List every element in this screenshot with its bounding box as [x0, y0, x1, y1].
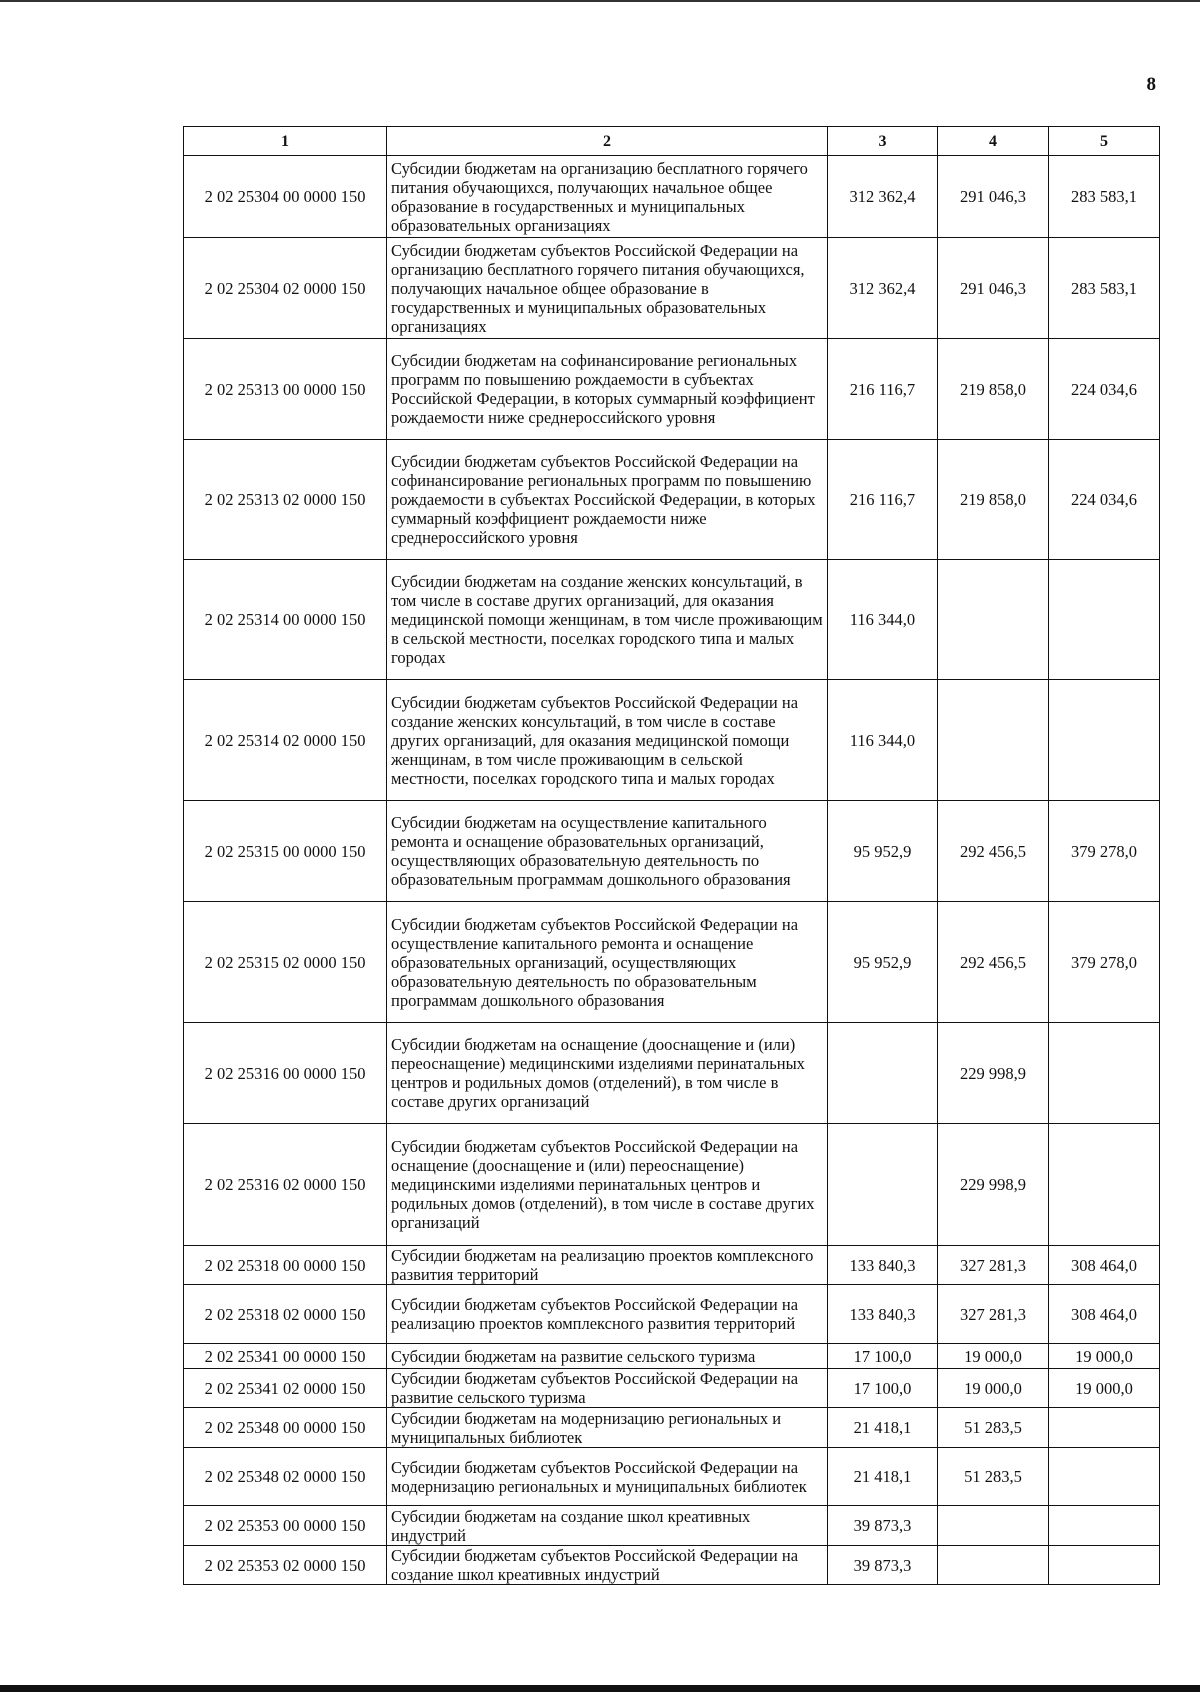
year-3-amount-cell: 19 000,0	[1049, 1369, 1160, 1408]
description-cell: Субсидии бюджетам на софинансирование региональных программ по повышению рождаемости в субъектах Российской Федерации, в которых суммарный коэффициент рождаемости ниже среднероссийского уровня	[387, 339, 828, 440]
budget-code-cell: 2 02 25314 00 0000 150	[184, 560, 387, 680]
budget-code-cell: 2 02 25341 00 0000 150	[184, 1344, 387, 1369]
year-2-amount-cell: 291 046,3	[938, 156, 1049, 238]
description-cell: Субсидии бюджетам на реализацию проектов комплексного развития территорий	[387, 1246, 828, 1285]
year-1-amount-cell: 17 100,0	[828, 1369, 938, 1408]
year-3-amount-cell: 224 034,6	[1049, 440, 1160, 560]
year-2-amount-cell	[938, 680, 1049, 801]
year-1-amount-cell	[828, 1023, 938, 1124]
table-row	[184, 1448, 1160, 1506]
year-3-amount-cell	[1049, 1506, 1160, 1546]
table-row	[184, 560, 1160, 680]
description-cell: Субсидии бюджетам на организацию бесплатного горячего питания обучающихся, получающих начальное общее образование в государственных и муниципальных образовательных организациях	[387, 156, 828, 238]
year-2-amount-cell	[938, 560, 1049, 680]
budget-code-cell: 2 02 25318 02 0000 150	[184, 1285, 387, 1344]
table-row	[184, 1285, 1160, 1344]
description-cell: Субсидии бюджетам субъектов Российской Федерации на организацию бесплатного горячего питания обучающихся, получающих начальное общее образование в государственных и муниципальных образовательных организациях	[387, 238, 828, 339]
year-2-amount-cell: 229 998,9	[938, 1124, 1049, 1246]
year-1-amount-cell: 116 344,0	[828, 560, 938, 680]
table-row	[184, 1246, 1160, 1285]
description-cell: Субсидии бюджетам субъектов Российской Федерации на модернизацию региональных и муниципальных библиотек	[387, 1448, 828, 1506]
budget-code-cell: 2 02 25348 00 0000 150	[184, 1408, 387, 1448]
budget-code-cell: 2 02 25341 02 0000 150	[184, 1369, 387, 1408]
year-1-amount-cell: 116 344,0	[828, 680, 938, 801]
column-header-3: 3	[828, 127, 938, 156]
budget-code-cell: 2 02 25316 02 0000 150	[184, 1124, 387, 1246]
column-header-1: 1	[184, 127, 387, 156]
budget-code-cell: 2 02 25313 00 0000 150	[184, 339, 387, 440]
year-2-amount-cell: 292 456,5	[938, 801, 1049, 902]
budget-code-cell: 2 02 25348 02 0000 150	[184, 1448, 387, 1506]
year-1-amount-cell: 39 873,3	[828, 1506, 938, 1546]
table-row	[184, 801, 1160, 902]
year-3-amount-cell: 283 583,1	[1049, 156, 1160, 238]
year-3-amount-cell: 379 278,0	[1049, 902, 1160, 1023]
description-cell: Субсидии бюджетам субъектов Российской Федерации на развитие сельского туризма	[387, 1369, 828, 1408]
budget-code-cell: 2 02 25353 02 0000 150	[184, 1546, 387, 1585]
year-2-amount-cell: 51 283,5	[938, 1448, 1049, 1506]
budget-code-cell: 2 02 25316 00 0000 150	[184, 1023, 387, 1124]
budget-code-cell: 2 02 25304 00 0000 150	[184, 156, 387, 238]
description-cell: Субсидии бюджетам на модернизацию региональных и муниципальных библиотек	[387, 1408, 828, 1448]
description-cell: Субсидии бюджетам на осуществление капитального ремонта и оснащение образовательных организаций, осуществляющих образовательную деятельность по образовательным программам дошкольного образования	[387, 801, 828, 902]
year-1-amount-cell: 95 952,9	[828, 801, 938, 902]
description-cell: Субсидии бюджетам на оснащение (дооснащение и (или) переоснащение) медицинскими изделиями перинатальных центров и родильных домов (отделений), в том числе в составе других организаций	[387, 1023, 828, 1124]
year-1-amount-cell: 216 116,7	[828, 440, 938, 560]
year-1-amount-cell: 21 418,1	[828, 1448, 938, 1506]
budget-table	[183, 126, 1160, 1585]
table-row	[184, 1023, 1160, 1124]
table-row	[184, 440, 1160, 560]
year-1-amount-cell: 17 100,0	[828, 1344, 938, 1369]
description-cell: Субсидии бюджетам субъектов Российской Федерации на софинансирование региональных программ по повышению рождаемости в субъектах Российской Федерации, в которых суммарный коэффициент рождаемости ниже среднероссийского уровня	[387, 440, 828, 560]
table-row	[184, 1408, 1160, 1448]
year-2-amount-cell: 229 998,9	[938, 1023, 1049, 1124]
year-3-amount-cell	[1049, 1546, 1160, 1585]
budget-code-cell: 2 02 25318 00 0000 150	[184, 1246, 387, 1285]
table-header-row	[184, 127, 1160, 156]
year-1-amount-cell: 133 840,3	[828, 1285, 938, 1344]
year-2-amount-cell	[938, 1506, 1049, 1546]
year-1-amount-cell: 312 362,4	[828, 238, 938, 339]
budget-code-cell: 2 02 25313 02 0000 150	[184, 440, 387, 560]
description-cell: Субсидии бюджетам субъектов Российской Федерации на осуществление капитального ремонта и оснащение образовательных организаций, осуществляющих образовательную деятельность по образовательным программам дошкольного образования	[387, 902, 828, 1023]
year-2-amount-cell: 292 456,5	[938, 902, 1049, 1023]
scan-top-edge	[0, 0, 1200, 2]
year-2-amount-cell: 219 858,0	[938, 440, 1049, 560]
year-1-amount-cell: 133 840,3	[828, 1246, 938, 1285]
year-1-amount-cell	[828, 1124, 938, 1246]
year-2-amount-cell: 219 858,0	[938, 339, 1049, 440]
year-3-amount-cell	[1049, 1124, 1160, 1246]
year-1-amount-cell: 312 362,4	[828, 156, 938, 238]
year-2-amount-cell	[938, 1546, 1049, 1585]
year-1-amount-cell: 216 116,7	[828, 339, 938, 440]
year-3-amount-cell: 379 278,0	[1049, 801, 1160, 902]
table-row	[184, 902, 1160, 1023]
budget-code-cell: 2 02 25353 00 0000 150	[184, 1506, 387, 1546]
table-row	[184, 1344, 1160, 1369]
description-cell: Субсидии бюджетам на развитие сельского туризма	[387, 1344, 828, 1369]
year-2-amount-cell: 19 000,0	[938, 1369, 1049, 1408]
column-header-2: 2	[387, 127, 828, 156]
year-2-amount-cell: 51 283,5	[938, 1408, 1049, 1448]
page-number: 8	[1146, 74, 1156, 95]
year-2-amount-cell: 291 046,3	[938, 238, 1049, 339]
year-1-amount-cell: 95 952,9	[828, 902, 938, 1023]
table-row	[184, 680, 1160, 801]
table-row	[184, 339, 1160, 440]
year-3-amount-cell	[1049, 1448, 1160, 1506]
description-cell: Субсидии бюджетам субъектов Российской Федерации на оснащение (дооснащение и (или) переоснащение) медицинскими изделиями перинатальных центров и родильных домов (отделений), в том числе в составе других организаций	[387, 1124, 828, 1246]
year-3-amount-cell	[1049, 560, 1160, 680]
budget-code-cell: 2 02 25304 02 0000 150	[184, 238, 387, 339]
year-3-amount-cell: 283 583,1	[1049, 238, 1160, 339]
table-row	[184, 1506, 1160, 1546]
year-3-amount-cell	[1049, 680, 1160, 801]
description-cell: Субсидии бюджетам субъектов Российской Федерации на создание школ креативных индустрий	[387, 1546, 828, 1585]
description-cell: Субсидии бюджетам субъектов Российской Федерации на создание женских консультаций, в том числе в составе других организаций, для оказания медицинской помощи женщинам, в том числе проживающим в сельской местности, поселках городского типа и малых городах	[387, 680, 828, 801]
budget-code-cell: 2 02 25315 02 0000 150	[184, 902, 387, 1023]
description-cell: Субсидии бюджетам на создание женских консультаций, в том числе в составе других организаций, для оказания медицинской помощи женщинам, в том числе проживающим в сельской местности, поселках городского типа и малых городах	[387, 560, 828, 680]
year-2-amount-cell: 19 000,0	[938, 1344, 1049, 1369]
budget-code-cell: 2 02 25315 00 0000 150	[184, 801, 387, 902]
table-row	[184, 1124, 1160, 1246]
year-3-amount-cell	[1049, 1408, 1160, 1448]
year-2-amount-cell: 327 281,3	[938, 1285, 1049, 1344]
column-header-5: 5	[1049, 127, 1160, 156]
table-row	[184, 238, 1160, 339]
column-header-4: 4	[938, 127, 1049, 156]
year-3-amount-cell	[1049, 1023, 1160, 1124]
budget-code-cell: 2 02 25314 02 0000 150	[184, 680, 387, 801]
scan-bottom-edge	[0, 1685, 1200, 1692]
year-3-amount-cell: 224 034,6	[1049, 339, 1160, 440]
year-1-amount-cell: 39 873,3	[828, 1546, 938, 1585]
year-1-amount-cell: 21 418,1	[828, 1408, 938, 1448]
year-3-amount-cell: 308 464,0	[1049, 1246, 1160, 1285]
year-2-amount-cell: 327 281,3	[938, 1246, 1049, 1285]
year-3-amount-cell: 308 464,0	[1049, 1285, 1160, 1344]
table-row	[184, 156, 1160, 238]
table-row	[184, 1546, 1160, 1585]
table-row	[184, 1369, 1160, 1408]
description-cell: Субсидии бюджетам субъектов Российской Федерации на реализацию проектов комплексного развития территорий	[387, 1285, 828, 1344]
description-cell: Субсидии бюджетам на создание школ креативных индустрий	[387, 1506, 828, 1546]
year-3-amount-cell: 19 000,0	[1049, 1344, 1160, 1369]
